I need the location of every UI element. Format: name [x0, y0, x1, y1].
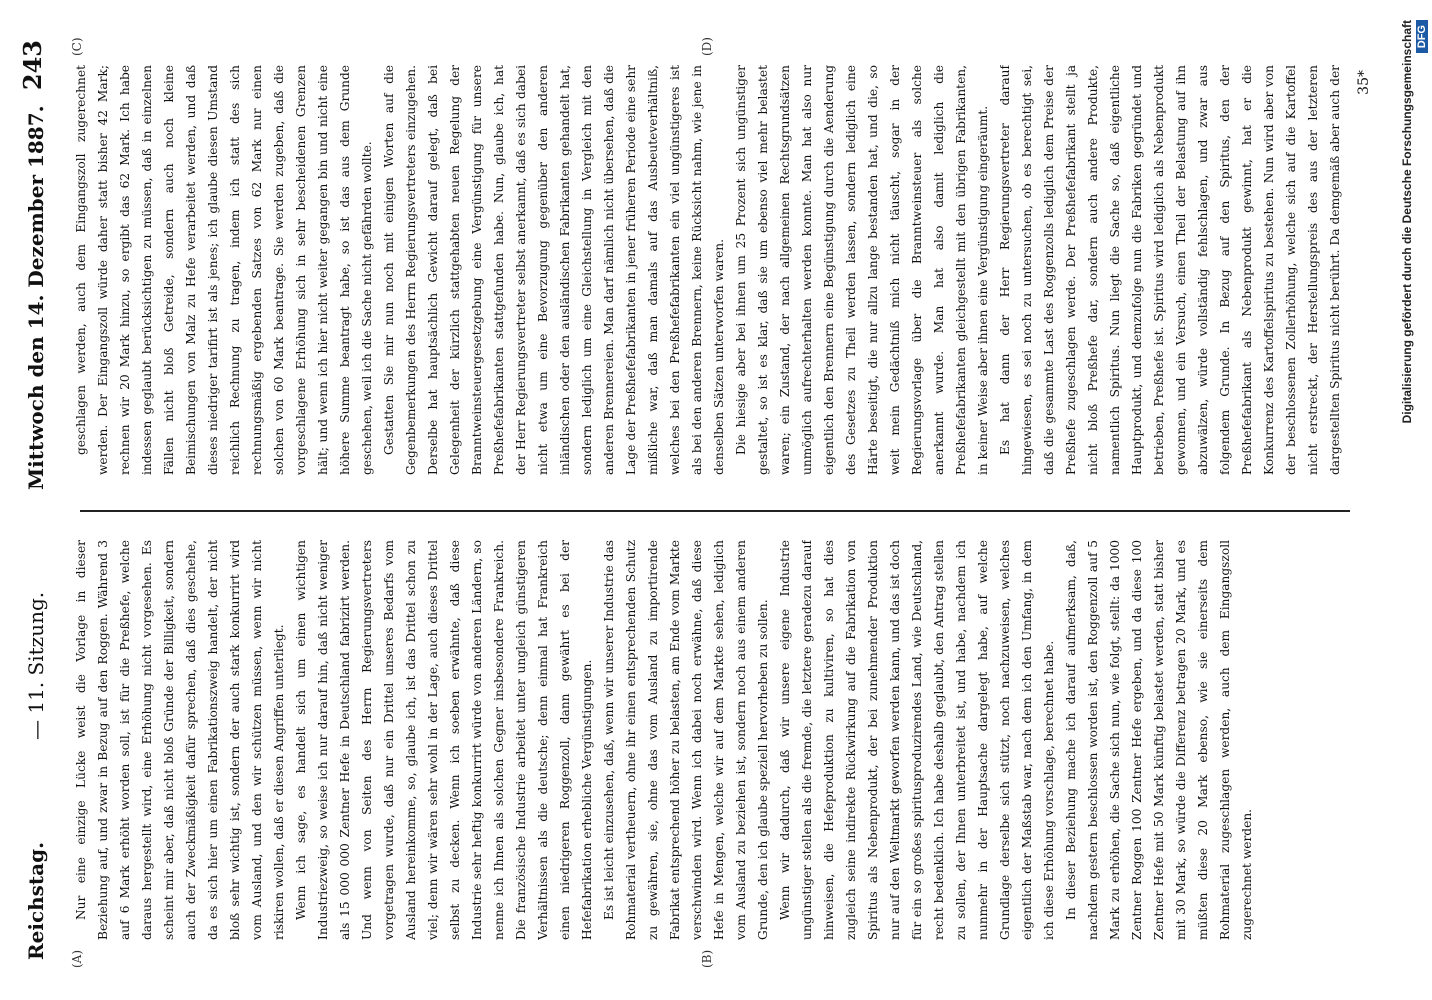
- signature-mark: 35*: [1356, 70, 1372, 95]
- paragraph: Wenn wir dadurch, daß wir unsere eigene Industrie ungünstiger stellen als die fremde, die letztere geradezu darauf hinweisen, die Hefeproduktion zu kultiviren, so hat dies zugleich seine indirekte Rückwirkung auf die Fabrikation von Spiritus als Nebenprodukt, der bei zunehmender Produktion nur auf den Weltmarkt geworfen werden kann, und das ist doch für ein so großes spiritusproduzirendes Land, wie Deutschland, recht bedenklich. Ich habe deshalb geglaubt, den Antrag stellen zu sollen, der Ihnen unterbreitet ist, und habe, nachdem ich nunmehr in der Hauptsache dargelegt habe, auf welche Grundlage derselbe sich stützt, noch nachzuweisen, welches eigentlich der Maßstab war, nach dem ich den Umfang, in dem ich diese Erhöhung vorschlage, berechnet habe.: [778, 540, 1056, 940]
- header-date: Mittwoch den 14. Dezember 1887.: [24, 105, 48, 490]
- section-marker-b: (B): [700, 949, 714, 968]
- section-marker-c: (C): [70, 37, 84, 56]
- paragraph: Gestatten Sie mir nun noch mit einigen Worten auf die Gegenbemerkungen des Herrn Regierungsvertreters einzugehen. Derselbe hat hauptsächlich Gewicht darauf gelegt, daß bei Gelegenheit der kürzlich stattgehabten neuen Regelung der Branntweinsteuergesetzgebung eine Vergünstigung für unsere Preßhefefabrikanten stattgefunden habe. Nun, glaube ich, hat der Herr Regierungsvertreter selbst anerkannt, daß es sich dabei nicht etwa um eine Bevorzugung gegenüber den anderen inländischen oder den ausländischen Fabrikanten gehandelt hat, sondern lediglich um eine Gleichstellung in Vergleich mit den anderen Brennereien. Man darf nämlich nicht übersehen, daß die Lage der Preßhefefabrikanten in jener früheren Periode eine sehr mißliche war, daß man damals auf das Ausbeuteverhältniß, welches bei den Preßhefefabrikanten ein viel ungünstigeres ist als bei den anderen Brennern, keine Rücksicht nahm, wie jene in denselben Sätzen unterworfen waren.: [382, 65, 726, 475]
- paragraph: Nur eine einzige Lücke weist die Vorlage in dieser Beziehung auf, und zwar in Bezug auf den Roggen. Während 3 auf 6 Mark erhöht worden soll, ist für die Preßhefe, welche daraus hergestellt wird, eine Erhöhung nicht vorgesehen. Es scheint mir aber, daß nicht bloß Gründe der Billigkeit, sondern auch der Zweckmäßigkeit dafür sprechen, daß dies geschehe, da es sich hier um einen Fabrikationszweig handelt, der nicht bloß sehr wichtig ist, sondern der auch stark konkurrirt wird vom Ausland, und den wir schützen müssen, wenn wir nicht riskiren wollen, daß er diesen Angriffen unterliegt.: [74, 540, 286, 940]
- page-header: [10, 40, 60, 960]
- paragraph: Wenn ich sage, es handelt sich um einen wichtigen Industriezweig, so weise ich nur darauf hin, daß nicht weniger als 15 000 000 Zentner Hefe in Deutschland fabrizirt werden. Und wenn von Seiten des Herrn Regierungsvertreters vorgetragen wurde, daß nur ein Drittel unseres Bedarfs vom Ausland hereinkomme, so, glaube ich, ist das Drittel schon zu viel; denn wir wären sehr wohl in der Lage, auch dieses Drittel selbst zu decken. Wenn ich soeben erwähnte, daß diese Industrie sehr heftig konkurrirt würde von anderen Ländern, so nenne ich Ihnen als solchen Gegner insbesondere Frankreich. Die französische Industrie arbeitet unter ungleich günstigeren Verhältnissen als die deutsche; denn einmal hat Frankreich einen niedrigeren Roggenzoll, dann gewährt es bei der Hefefabrikation erhebliche Vergünstigungen.: [294, 540, 594, 940]
- paragraph: Es ist leicht einzusehen, daß, wenn wir unserer Industrie das Rohmaterial vertheuern, ohne ihr einen entsprechenden Schutz zu gewähren, sie, ohne das vom Ausland zu importirende Fabrikat entsprechend höher zu belasten, am Ende vom Markte verschwinden wird. Wenn ich dabei noch erwähne, daß diese Hefe in Mengen, welche wir auf dem Markte sehen, lediglich vom Ausland zu beziehen ist, sondern noch aus einem anderen Grunde, den ich glaube speziell hervorheben zu sollen.: [602, 540, 770, 940]
- digitization-credit: [1400, 20, 1428, 440]
- page-number: 243: [18, 40, 47, 91]
- section-marker-a: (A): [70, 949, 84, 968]
- paragraph: In dieser Beziehung mache ich darauf aufmerksam, daß, nachdem gestern beschlossen worden ist, den Roggenzoll auf 5 Mark zu erhöhen, die Sache sich nun, wie folgt, stellt: da 1000 Zentner Roggen 100 Zentner Hefe ergeben, und da diese 100 Zentner Hefe mit 50 Mark künftig belastet werden, statt bisher mit 30 Mark, so würde die Differenz betragen 20 Mark, und es müßten diese 20 Mark ebenso, wie sie einerseits dem Rohmaterial zugeschlagen werden, auch dem Eingangszoll zugerechnet werden.: [1064, 540, 1254, 940]
- column-divider: [80, 510, 1350, 512]
- left-text-column: [70, 540, 1350, 940]
- section-marker-d: (D): [700, 37, 714, 56]
- paragraph: geschlagen werden, auch dem Eingangszoll zugerechnet werden. Der Eingangszoll würde daher statt bisher 42 Mark; rechnen wir 20 Mark hinzu, so ergibt das 62 Mark. Ich habe indessen geglaubt berücksichtigen zu müssen, daß in einzelnen Fällen nicht bloß Getreide, sondern auch noch kleine Beimischungen von Malz zu Hefe verarbeitet werden, und daß dieses niedriger tarifirt ist als jenes; ich glaube diesen Umstand reichlich Rechnung zu tragen, indem ich statt des sich rechnungsmäßig ergebenden Satzes von 62 Mark nur einen solchen von 60 Mark beantrage. Sie werden zugeben, daß die vorgeschlagene Erhöhung sich in sehr bescheidenen Grenzen hält; und wenn ich hier nicht weiter gegangen bin und nicht eine höhere Summe beantragt habe, so ist das aus dem Grunde geschehen, weil ich die Sache nicht gefährden wollte.: [74, 65, 374, 475]
- dfg-logo: DFG: [1416, 20, 1428, 53]
- header-session: — 11. Sitzung.: [24, 591, 48, 740]
- paragraph: Es hat dann der Herr Regierungsvertreter darauf hingewiesen, es sei noch zu untersuchen, ob es berechtigt sei, daß die gesammte Last des Roggenzolls lediglich dem Preise der Preßhefe zugeschlagen werde. Der Preßhefefabrikant stellt ja nicht bloß Preßhefe dar, sondern auch andere Produkte, namentlich Spiritus. Nun liegt die Sache so, daß eigentliche Hauptprodukt, und demzufolge nun die Fabriken gegründet und betrieben, Preßhefe ist. Spiritus wird lediglich als Nebenprodukt gewonnen, und ein Versuch, einen Theil der Belastung auf ihn abzuwälzen, würde vollständig fehlschlagen, und zwar aus folgendem Grunde. In Bezug auf den Spiritus, den der Preßhefefabrikant als Nebenprodukt gewinnt, hat er die Konkurrenz des Kartoffelspiritus zu bestehen. Nun wird aber von der beschlossenen Zollerhöhung, welche sich auf die Kartoffel nicht erstreckt, der Herstellungspreis des aus der letzteren dargestellten Spiritus nicht berührt. Da demgemäß aber auch der: [998, 65, 1342, 475]
- paragraph: Die hiesige aber bei ihnen um 25 Prozent sich ungünstiger gestaltet, so ist es klar, daß sie um ebenso viel mehr belastet waren; ein Zustand, der nach allgemeinen Rechtsgrundsätzen unmöglich aufrechterhalten werden konnte. Man hat also nur eigentlich den Brennern eine Begünstigung durch die Aenderung des Gesetzes zu Theil werden lassen, sondern lediglich eine Härte beseitigt, die nur allzu lange bestanden hat, und die, so weit mein Gedächtniß mich nicht täuscht, sogar in der Regierungsvorlage über die Branntweinsteuer als solche anerkannt wurde. Man hat also damit lediglich die Preßhefefabrikanten gleichgestellt mit den übrigen Fabrikanten, in keiner Weise aber ihnen eine Vergünstigung eingeräumt.: [734, 65, 990, 475]
- right-text-column: [70, 65, 1350, 475]
- credit-text: Digitalisierung gefördert durch die Deutsche Forschungsgemeinschaft: [1400, 20, 1414, 424]
- header-publication: Reichstag.: [24, 841, 48, 960]
